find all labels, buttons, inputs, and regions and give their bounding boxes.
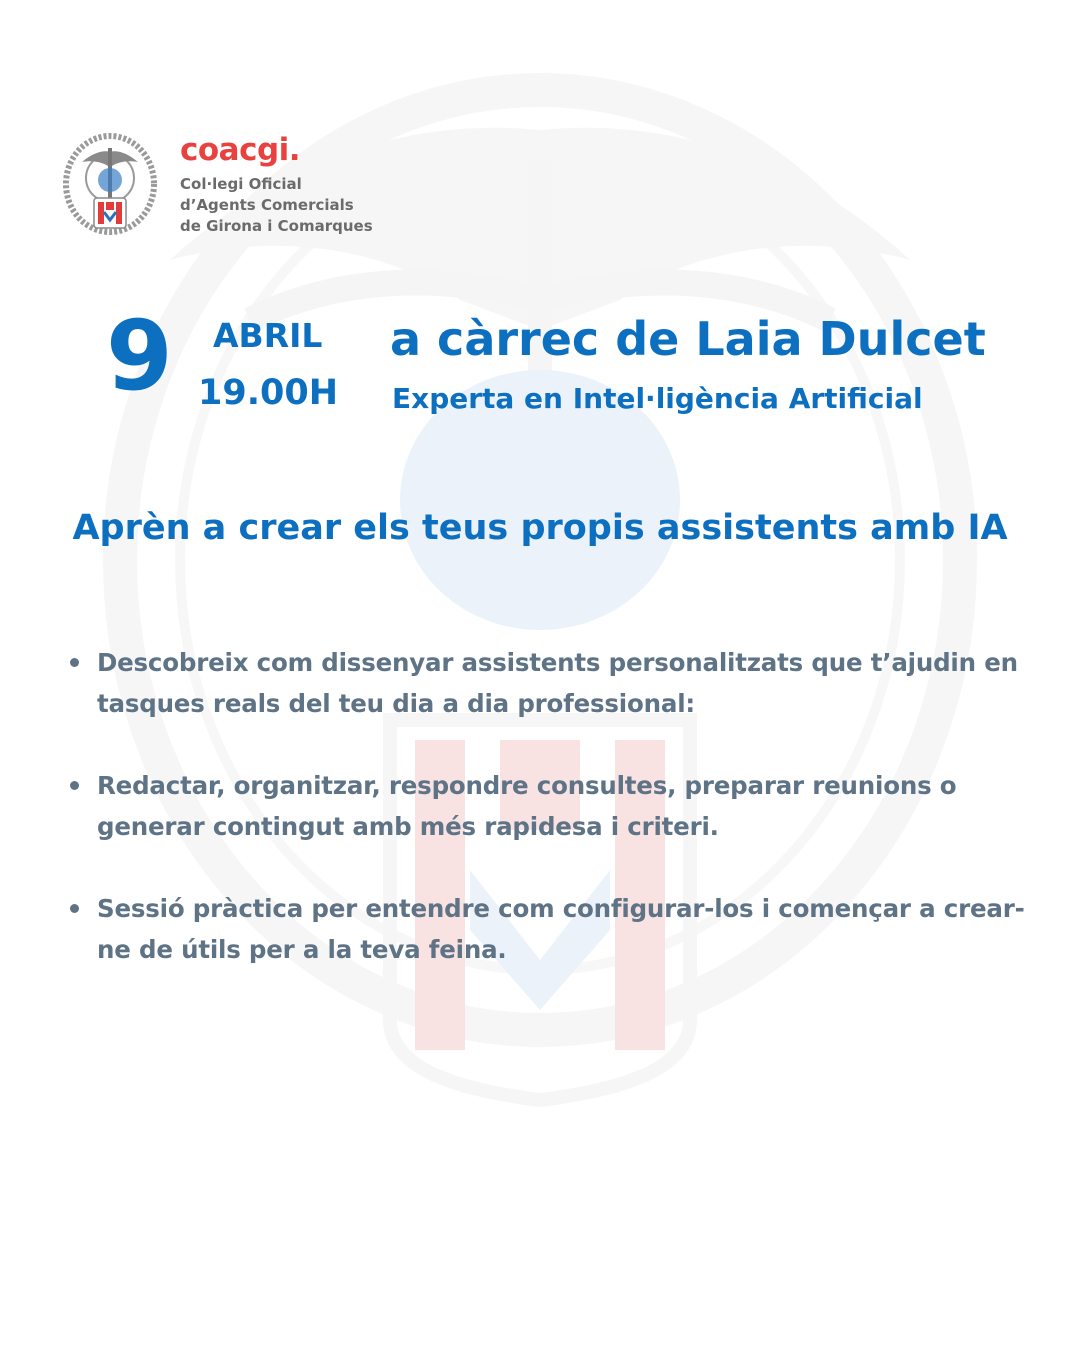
- organization-name: [180, 174, 390, 237]
- bullet-text: Descobreix com dissenyar assistents personalitzats que t’ajudin en tasques reals del teu dia a dia professional:: [97, 648, 1018, 718]
- event-time: 19.00H: [198, 373, 338, 413]
- speaker-name: a càrrec de Laia Dulcet: [390, 312, 986, 366]
- organization-name-line-2: d’Agents Comercials: [180, 196, 354, 214]
- brand-name: coacgi.: [180, 132, 301, 168]
- speaker-role: Experta en Intel·ligència Artificial: [392, 382, 923, 415]
- organization-name-line-1: Col·legi Oficial: [180, 175, 302, 193]
- seal-emblem-icon: [62, 132, 158, 236]
- list-item: [68, 888, 1048, 970]
- list-item: [68, 765, 1048, 847]
- bullet-text: Redactar, organitzar, respondre consultes, preparar reunions o generar contingut amb més rapidesa i criteri.: [97, 771, 957, 841]
- organization-logo: [62, 130, 382, 240]
- event-headline: Aprèn a crear els teus propis assistents amb IA: [72, 508, 1008, 548]
- bullet-dot-icon: [70, 904, 79, 913]
- list-item: [68, 642, 1048, 724]
- bullet-list: [68, 642, 1048, 1011]
- bullet-text: Sessió pràctica per entendre com configurar-los i començar a crear-ne de útils per a la teva feina.: [97, 894, 1025, 964]
- event-month: ABRIL: [213, 316, 323, 355]
- event-day: 9: [106, 300, 173, 412]
- bullet-dot-icon: [70, 658, 79, 667]
- organization-name-line-3: de Girona i Comarques: [180, 217, 373, 235]
- bullet-dot-icon: [70, 781, 79, 790]
